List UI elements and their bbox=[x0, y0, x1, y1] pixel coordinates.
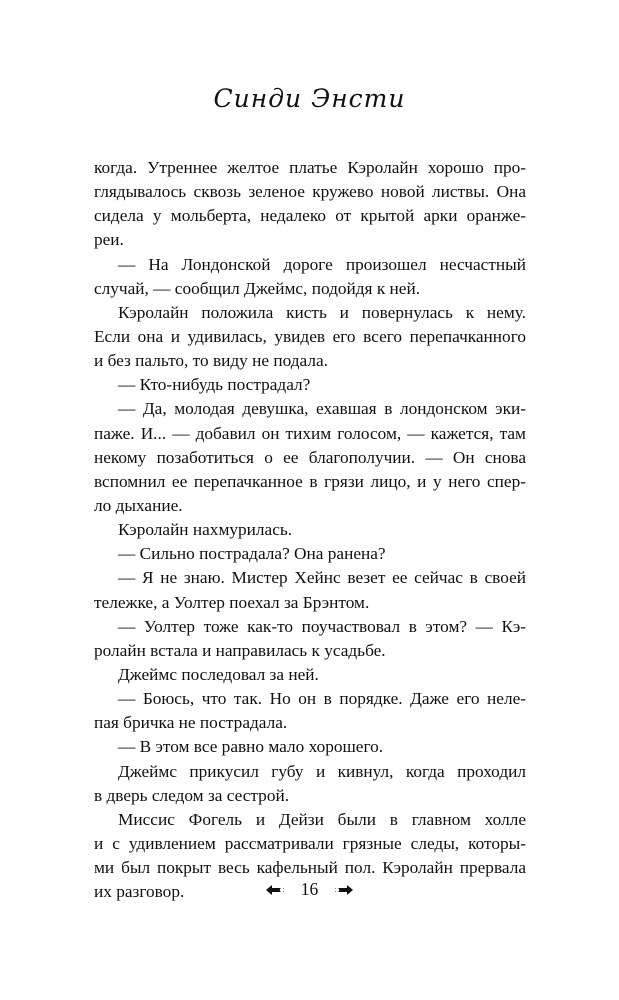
ornament-left-icon bbox=[264, 882, 286, 898]
text-line: вспомнил ее перепачканное в грязи лицо, и у него спер- bbox=[94, 471, 526, 491]
text-line: — Я не знаю. Мистер Хейнс везет ее сейчас в своей bbox=[118, 568, 526, 588]
text-line: — На Лондонской дороге произошел несчастный bbox=[118, 254, 526, 274]
running-title: Синди Энсти bbox=[213, 84, 406, 113]
text-line: реи. bbox=[94, 230, 124, 250]
text-line: некому позаботиться о ее благополучии. — Он снова bbox=[94, 447, 526, 467]
text-line: — Сильно пострадала? Она ранена? bbox=[118, 544, 386, 564]
text-line: в дверь следом за сестрой. bbox=[94, 785, 290, 805]
text-line: их разговор. bbox=[94, 882, 185, 902]
text-line: и без пальто, то виду не подала. bbox=[94, 351, 328, 371]
running-header bbox=[0, 84, 619, 113]
text-line: тележке, а Уолтер поехал за Брэнтом. bbox=[94, 592, 370, 612]
text-line: ло дыхание. bbox=[94, 495, 183, 515]
page-number: 16 bbox=[300, 879, 319, 900]
text-line: — Боюсь, что так. Но он в порядке. Даже его неле- bbox=[118, 689, 526, 709]
text-line: пая бричка не пострадала. bbox=[94, 713, 288, 733]
text-line: Джеймс прикусил губу и кивнул, когда проходил bbox=[118, 761, 526, 781]
text-line: ролайн встала и направилась к усадьбе. bbox=[94, 640, 386, 660]
text-line: и с удивлением рассматривали грязные следы, которы- bbox=[94, 833, 526, 853]
text-line: паже. И... — добавил он тихим голосом, — кажется, там bbox=[94, 423, 526, 443]
text-line: Джеймс последовал за ней. bbox=[118, 664, 319, 684]
text-line: Если она и удивилась, увидев его всего перепачканного bbox=[94, 326, 526, 346]
text-line: глядывалось сквозь зеленое кружево новой листвы. Она bbox=[94, 182, 526, 202]
text-line: сидела у мольберта, недалеко от крытой арки оранже- bbox=[94, 206, 526, 226]
text-line: ми был покрыт весь кафельный пол. Кэролайн прервала bbox=[94, 858, 526, 878]
ornament-right-icon bbox=[333, 882, 355, 898]
text-line: Кэролайн положила кисть и повернулась к нему. bbox=[118, 302, 526, 322]
text-line: — Уолтер тоже как-то поучаствовал в этом? — Кэ- bbox=[118, 616, 526, 636]
text-line: Миссис Фогель и Дейзи были в главном холле bbox=[118, 809, 526, 829]
page-footer bbox=[0, 878, 619, 900]
text-line: Кэролайн нахмурилась. bbox=[118, 520, 293, 540]
text-line: случай, — сообщил Джеймс, подойдя к ней. bbox=[94, 278, 421, 298]
text-line: — В этом все равно мало хорошего. bbox=[118, 737, 384, 757]
text-line: — Кто-нибудь пострадал? bbox=[118, 375, 311, 395]
body-text bbox=[94, 156, 526, 904]
text-line: когда. Утреннее желтое платье Кэролайн хорошо про- bbox=[94, 158, 526, 177]
text-line: — Да, молодая девушка, ехавшая в лондонском эки- bbox=[118, 399, 526, 419]
